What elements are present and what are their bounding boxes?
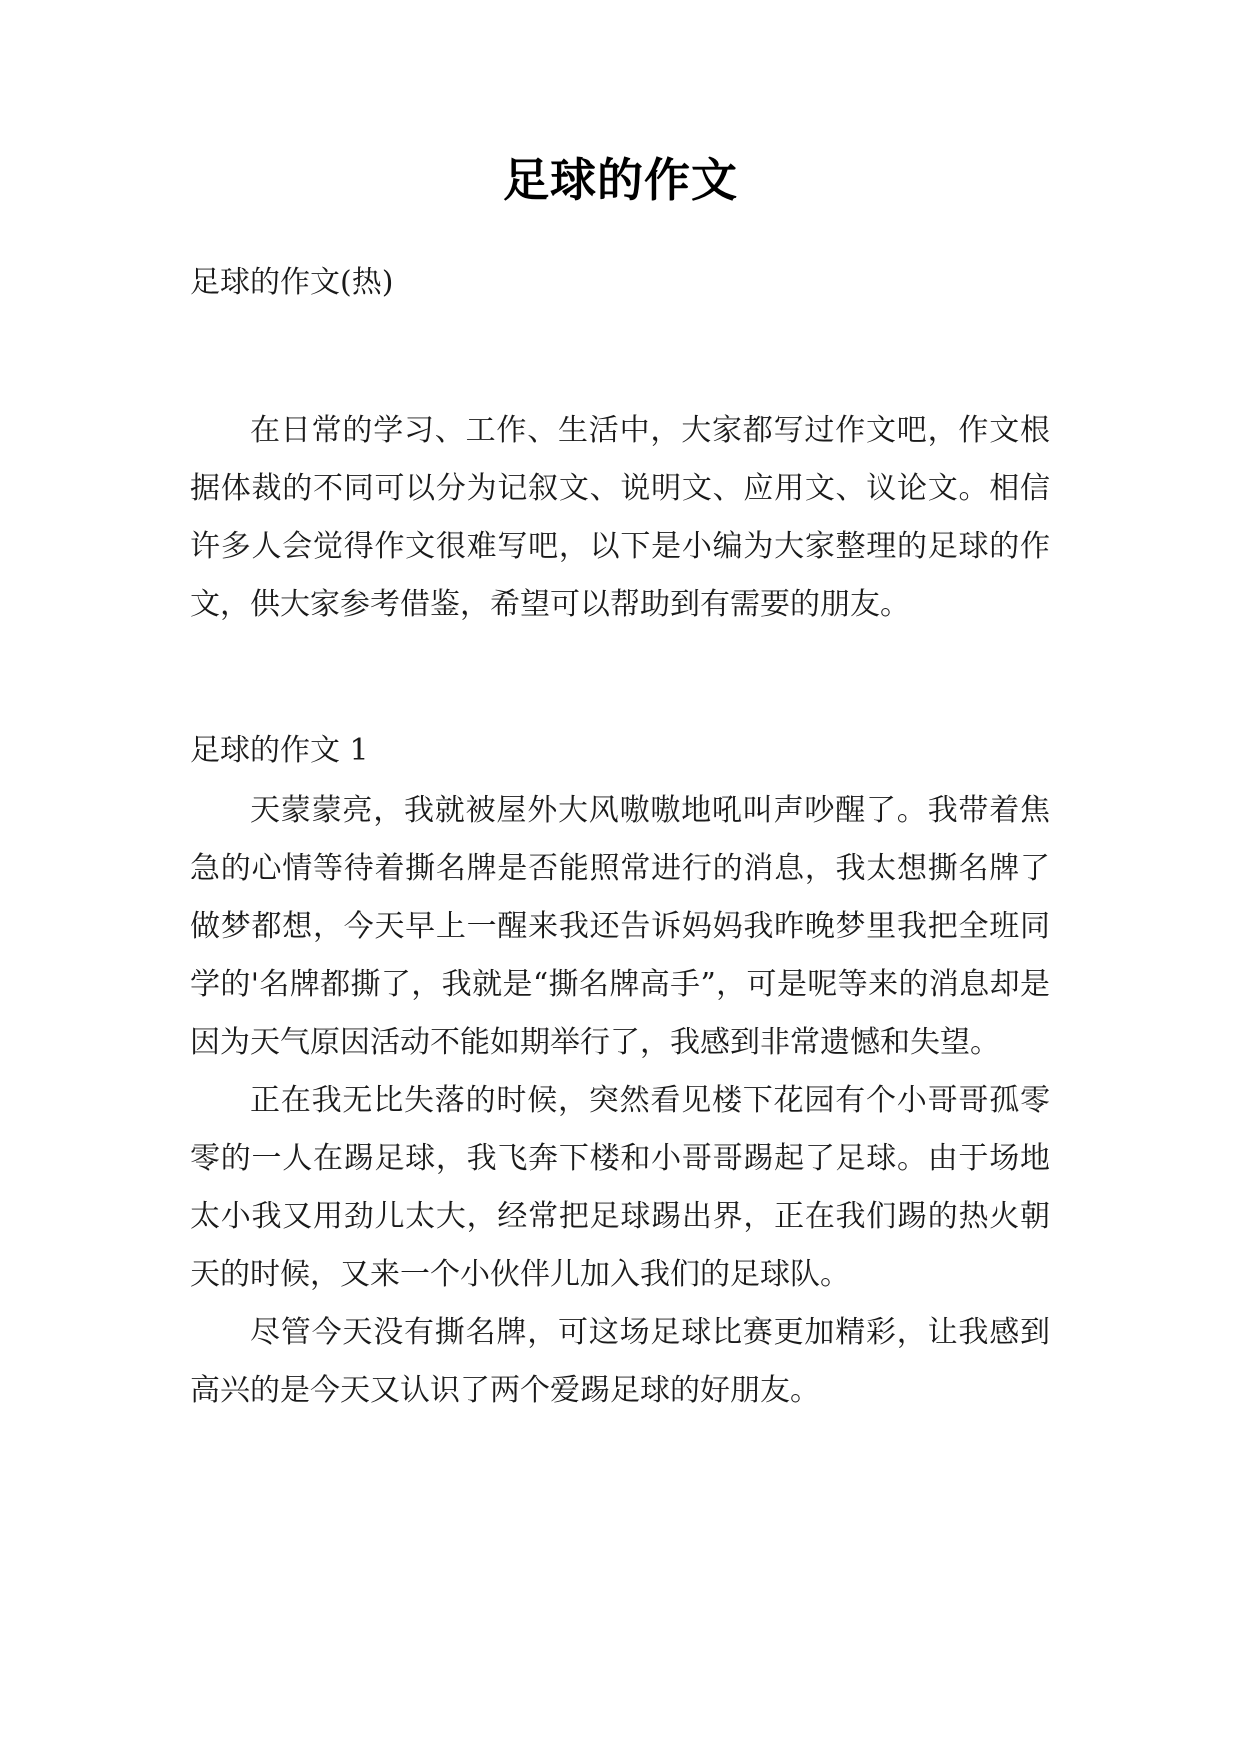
intro-paragraph: 在日常的学习、工作、生活中，大家都写过作文吧，作文根据体裁的不同可以分为记叙文、说明文、应用文、议论文。相信许多人会觉得作文很难写吧，以下是小编为大家整理的足球的作文，供大家参考借鉴，希望可以帮助到有需要的朋友。 xyxy=(190,413,1050,622)
section-body xyxy=(190,782,1050,1420)
subtitle-text: 足球的作文(热) xyxy=(190,265,394,300)
body-paragraph-3: 尽管今天没有撕名牌，可这场足球比赛更加精彩，让我感到高兴的是今天又认识了两个爱踢足球的好朋友。 xyxy=(190,1315,1050,1408)
section-heading-block xyxy=(190,722,1050,780)
body-paragraph-2: 正在我无比失落的时候，突然看见楼下花园有个小哥哥孤零零的一人在踢足球，我飞奔下楼和小哥哥踢起了足球。由于场地太小我又用劲儿太大，经常把足球踢出界，正在我们踢的热火朝天的时候，又来一个小伙伴儿加入我们的足球队。 xyxy=(190,1083,1050,1292)
section-heading: 足球的作文 1 xyxy=(190,733,369,768)
intro-block xyxy=(190,402,1050,634)
document-subtitle xyxy=(190,254,1050,312)
document-title: 足球的作文 xyxy=(503,153,738,207)
body-paragraph-1: 天蒙蒙亮，我就被屋外大风嗷嗷地吼叫声吵醒了。我带着焦急的心情等待着撕名牌是否能照常进行的消息，我太想撕名牌了做梦都想，今天早上一醒来我还告诉妈妈我昨晚梦里我把全班同学的'名牌都撕了，我就是“撕名牌高手”，可是呢等来的消息却是因为天气原因活动不能如期举行了，我感到非常遗憾和失望。 xyxy=(190,793,1050,1060)
